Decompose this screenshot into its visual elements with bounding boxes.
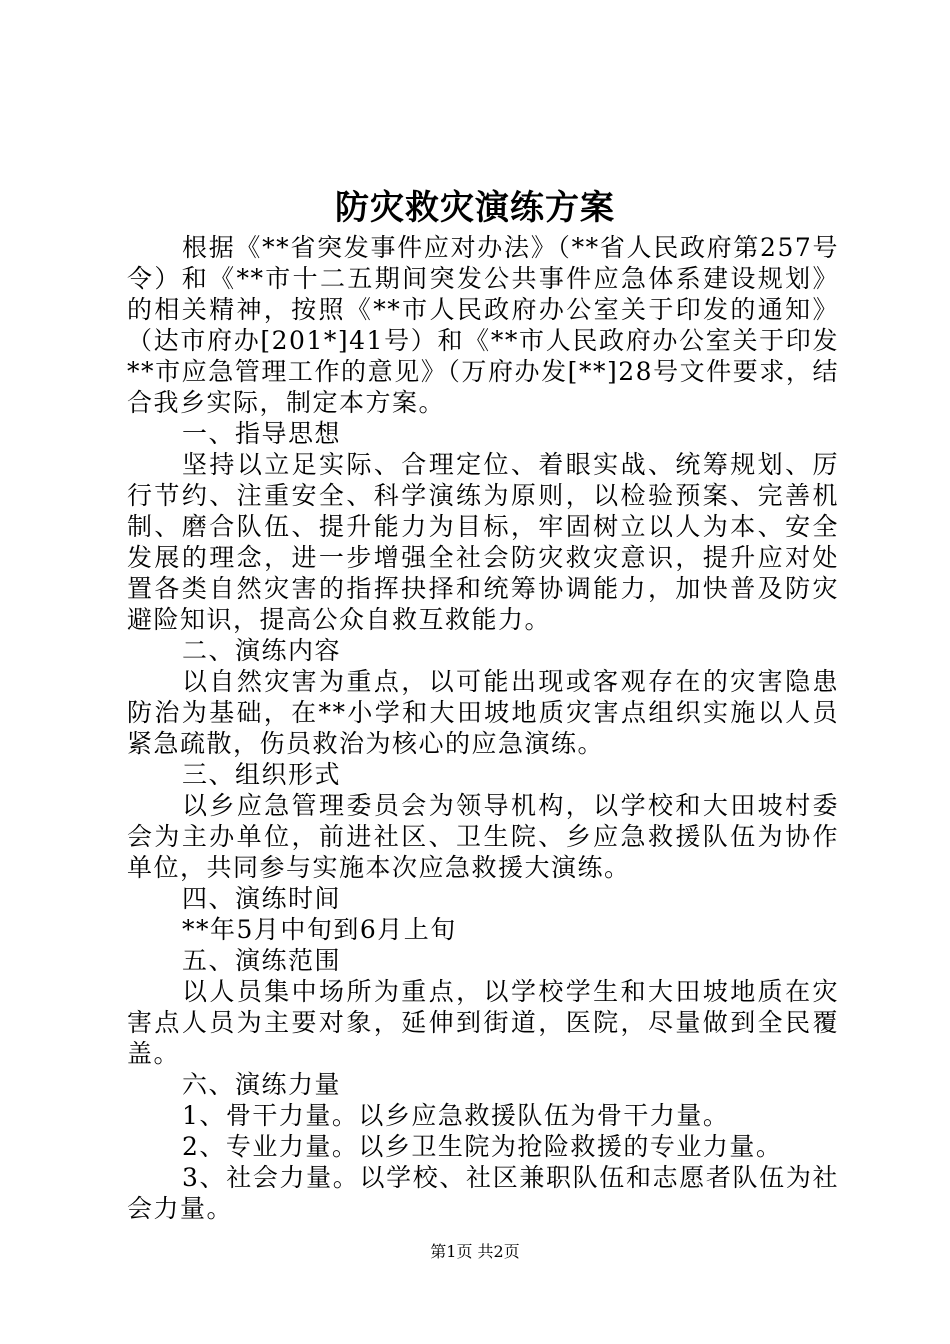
- paragraph-organization: 以乡应急管理委员会为领导机构，以学校和大田坡村委会为主办单位，前进社区、卫生院、乡应急救援队伍为协作单位，共同参与实施本次应急救援大演练。: [127, 791, 839, 882]
- document-body: [127, 232, 839, 1224]
- list-item-professional-force: 2、专业力量。以乡卫生院为抢险救援的专业力量。: [182, 1132, 783, 1161]
- list-item-social-force: 3、社会力量。以学校、社区兼职队伍和志愿者队伍为社会力量。: [127, 1163, 839, 1223]
- section-heading-6: 六、演练力量: [182, 1070, 342, 1099]
- page-number: 第1页 共2页: [430, 1242, 520, 1261]
- paragraph-drill-time: **年5月中旬到6月上旬: [182, 915, 457, 944]
- paragraph-drill-scope: 以人员集中场所为重点，以学校学生和大田坡地质在灾害点人员为主要对象，延伸到街道，医院，尽量做到全民覆盖。: [127, 977, 839, 1068]
- section-heading-5: 五、演练范围: [182, 946, 342, 975]
- section-heading-4: 四、演练时间: [182, 884, 342, 913]
- paragraph-guiding-thought: 坚持以立足实际、合理定位、着眼实战、统筹规划、厉行节约、注重安全、科学演练为原则，以检验预案、完善机制、磨合队伍、提升能力为目标，牢固树立以人为本、安全发展的理念，进一步增强全社会防灾救灾意识，提升应对处置各类自然灾害的指挥抉择和统筹协调能力，加快普及防灾避险知识，提高公众自救互救能力。: [127, 450, 839, 634]
- paragraph-drill-content: 以自然灾害为重点，以可能出现或客观存在的灾害隐患防治为基础，在**小学和大田坡地质灾害点组织实施以人员紧急疏散，伤员救治为核心的应急演练。: [127, 667, 839, 758]
- paragraph-intro: 根据《**省突发事件应对办法》（**省人民政府第257号令）和《**市十二五期间突发公共事件应急体系建设规划》的相关精神，按照《**市人民政府办公室关于印发的通知》（达市府办[201*]41号）和《**市人民政府办公室关于印发**市应急管理工作的意见》（万府办发[**]28号文件要求，结合我乡实际，制定本方案。: [127, 233, 839, 417]
- list-item-core-force: 1、骨干力量。以乡应急救援队伍为骨干力量。: [182, 1101, 730, 1130]
- section-heading-2: 二、演练内容: [182, 636, 342, 665]
- document-title: 防灾救灾演练方案: [335, 188, 615, 228]
- section-heading-1: 一、指导思想: [182, 419, 342, 448]
- section-heading-3: 三、组织形式: [182, 760, 342, 789]
